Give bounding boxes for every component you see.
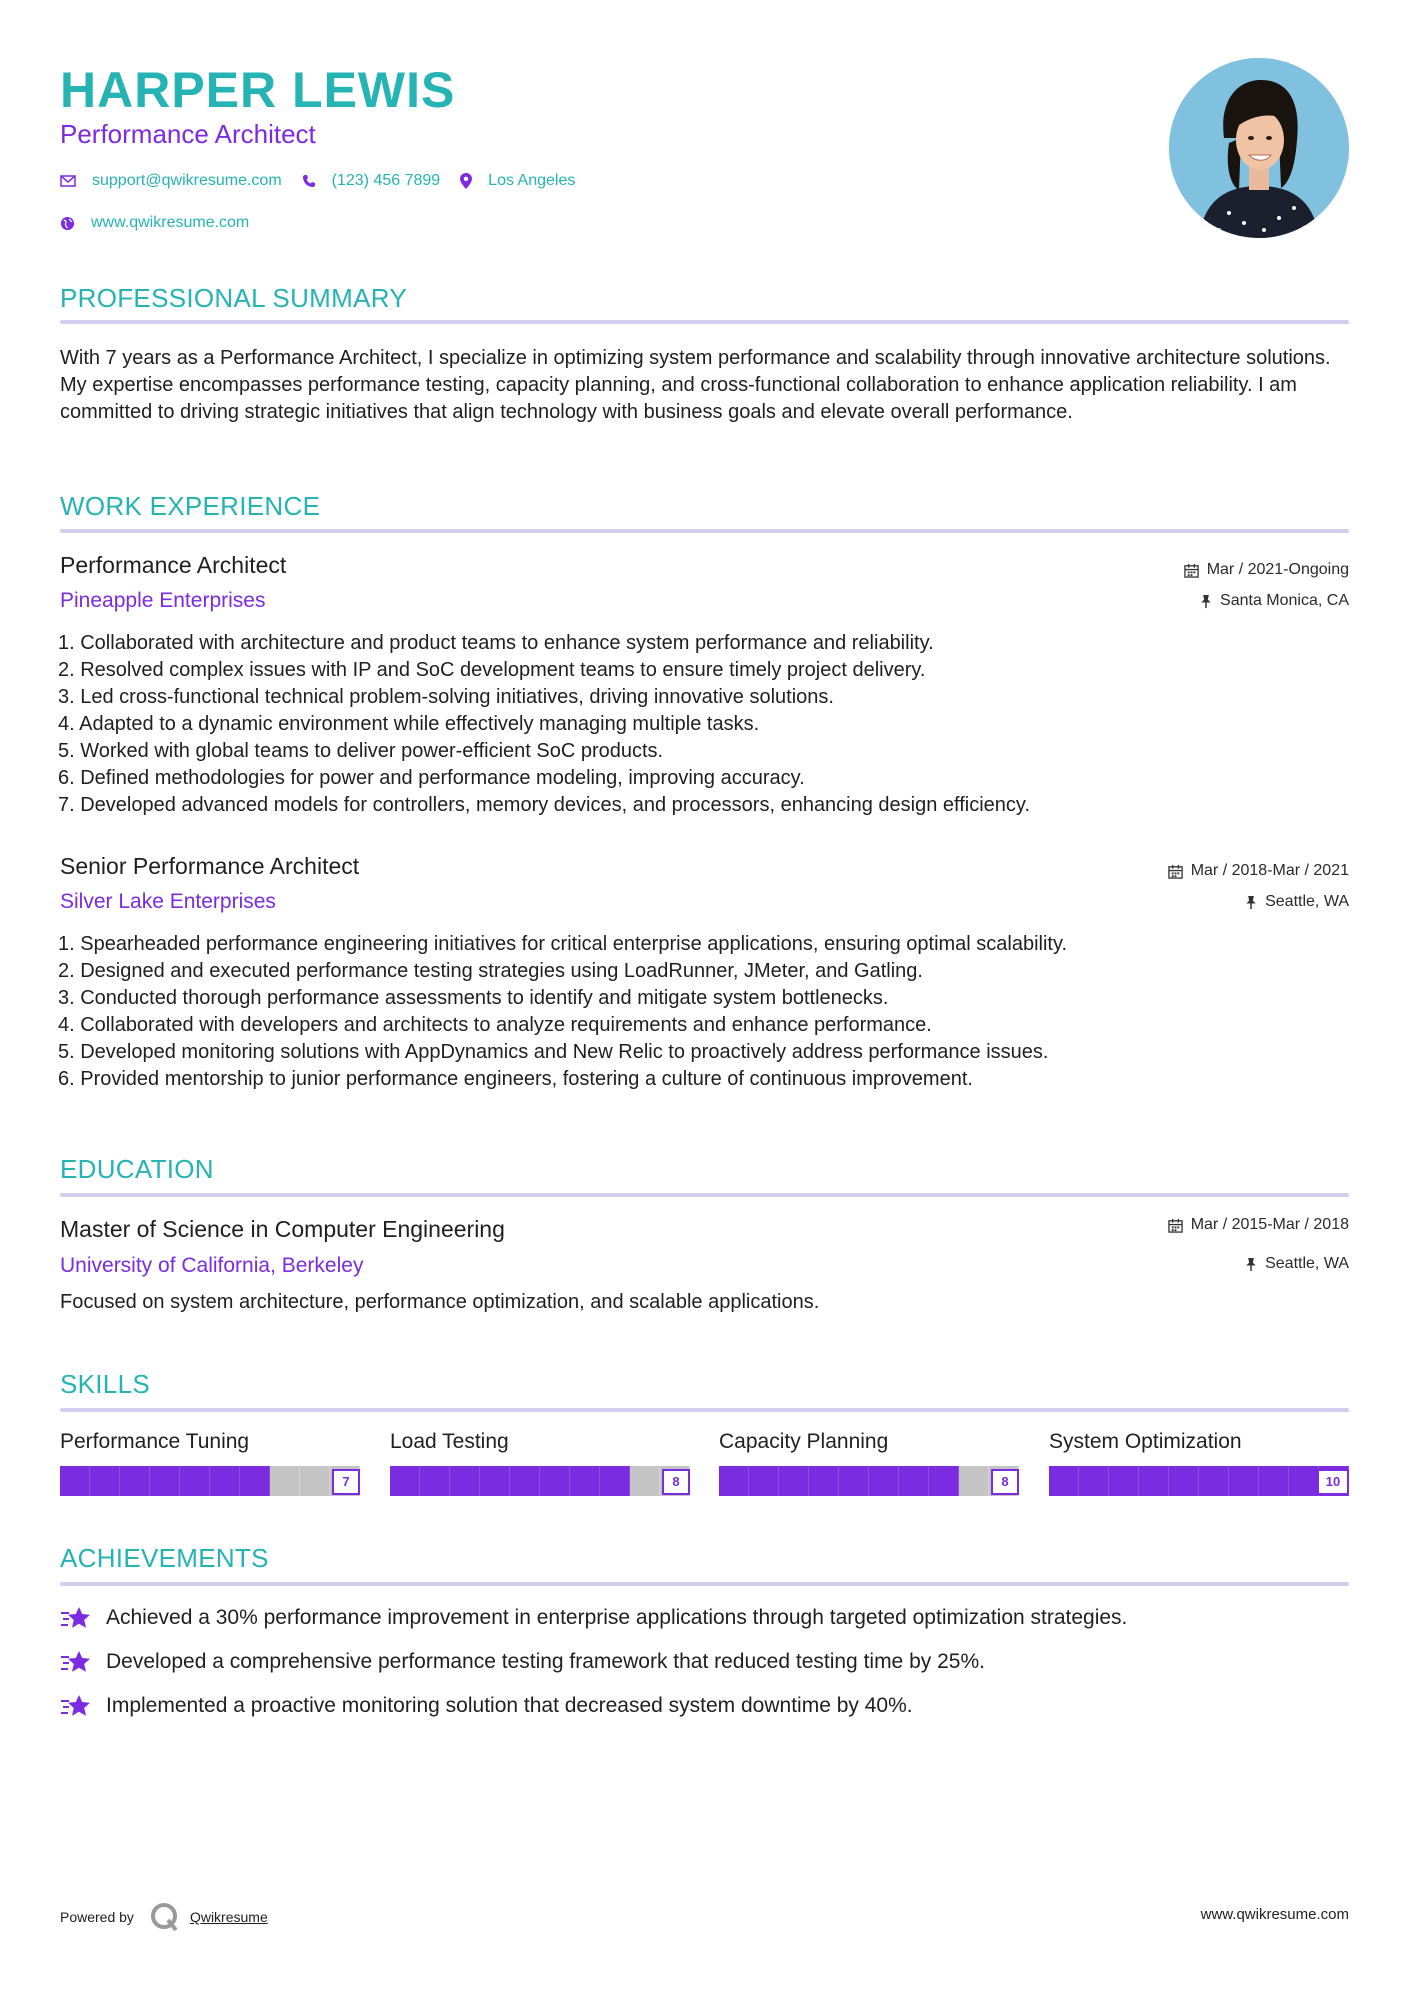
skill-level-segment — [839, 1466, 869, 1496]
skill-name: System Optimization — [1049, 1430, 1242, 1453]
calendar-icon — [1184, 563, 1199, 578]
skill-level-segment — [1079, 1466, 1109, 1496]
achievement-text: Achieved a 30% performance improvement in enterprise applications through targeted optimization strategies. — [106, 1606, 1128, 1629]
skill-name: Load Testing — [390, 1430, 509, 1453]
job-dates-text: Mar / 2021-Ongoing — [1206, 561, 1349, 578]
job-company: Pineapple Enterprises — [60, 589, 266, 612]
job-location-text: Seattle, WA — [1265, 893, 1349, 910]
qwikresume-logo-icon — [148, 1900, 182, 1934]
job-location — [1245, 891, 1349, 913]
skill-level-segment — [60, 1466, 90, 1496]
phone-icon — [302, 174, 316, 188]
job-dates — [1184, 559, 1349, 581]
skill-score-badge: 10 — [1317, 1469, 1349, 1495]
degree-title: Master of Science in Computer Engineering — [60, 1216, 505, 1242]
skill-level-segment — [540, 1466, 570, 1496]
achievement-item — [60, 1692, 913, 1720]
education-dates-text: Mar / 2015-Mar / 2018 — [1190, 1216, 1349, 1233]
email-item[interactable] — [60, 172, 282, 190]
star-award-icon — [60, 1693, 92, 1719]
star-award-icon — [60, 1605, 92, 1631]
globe-icon — [60, 216, 75, 231]
job-company: Silver Lake Enterprises — [60, 890, 276, 913]
list-item: 4. Collaborated with developers and architects to analyze requirements and enhance performance. — [58, 1014, 932, 1036]
list-item: 5. Developed monitoring solutions with AppDynamics and New Relic to proactively address performance issues. — [58, 1041, 1049, 1063]
education-description: Focused on system architecture, performance optimization, and scalable applications. — [60, 1291, 820, 1313]
skill-level-segment — [1049, 1466, 1079, 1496]
skill-level-segment — [180, 1466, 210, 1496]
pushpin-icon — [1200, 594, 1212, 609]
skill-level-segment — [150, 1466, 180, 1496]
footer-powered-by — [60, 1900, 268, 1934]
skill-level-segment — [600, 1466, 630, 1496]
map-pin-icon — [460, 173, 472, 189]
location-item — [460, 172, 575, 190]
skill-level-segment — [510, 1466, 540, 1496]
skill-level-bar — [60, 1466, 360, 1496]
skill-name: Capacity Planning — [719, 1430, 889, 1453]
list-item: 2. Designed and executed performance testing strategies using LoadRunner, JMeter, and Gatling. — [58, 960, 923, 982]
skill-level-segment — [270, 1466, 300, 1496]
skill-level-segment — [390, 1466, 420, 1496]
skill-item — [390, 1428, 690, 1496]
footer-website[interactable]: www.qwikresume.com — [1200, 1906, 1349, 1923]
skill-level-segment — [1169, 1466, 1199, 1496]
list-item: 1. Collaborated with architecture and product teams to enhance system performance and reliability. — [58, 632, 934, 654]
skill-score-badge: 8 — [991, 1469, 1019, 1495]
list-item: 6. Provided mentorship to junior performance engineers, fostering a culture of continuous improvement. — [58, 1068, 973, 1090]
education-location — [1245, 1253, 1349, 1275]
job-dates-text: Mar / 2018-Mar / 2021 — [1190, 862, 1349, 879]
job-dates — [1168, 860, 1349, 882]
envelope-icon — [60, 175, 76, 187]
job-location-text: Santa Monica, CA — [1220, 592, 1349, 609]
pushpin-icon — [1245, 895, 1257, 910]
candidate-name: HARPER LEWIS — [60, 62, 456, 118]
skill-level-segment — [869, 1466, 899, 1496]
skill-score-badge: 8 — [662, 1469, 690, 1495]
section-divider — [60, 1582, 1349, 1586]
powered-by-label: Powered by — [60, 1909, 134, 1925]
email-text: support@qwikresume.com — [92, 172, 282, 189]
skill-level-segment — [719, 1466, 749, 1496]
skill-level-segment — [450, 1466, 480, 1496]
skill-level-segment — [1199, 1466, 1229, 1496]
list-item: 5. Worked with global teams to deliver power-efficient SoC products. — [58, 740, 664, 762]
section-title-experience: WORK EXPERIENCE — [60, 491, 321, 521]
section-title-achievements: ACHIEVEMENTS — [60, 1543, 269, 1573]
job-bullets — [58, 630, 1030, 819]
skill-level-segment — [959, 1466, 989, 1496]
phone-text: (123) 456 7899 — [331, 172, 441, 189]
resume-page — [60, 0, 1349, 1990]
website-text: www.qwikresume.com — [91, 214, 250, 231]
skill-level-segment — [420, 1466, 450, 1496]
website-item[interactable] — [60, 214, 249, 232]
job-location — [1200, 590, 1349, 612]
skill-level-segment — [90, 1466, 120, 1496]
calendar-icon — [1168, 864, 1183, 879]
skill-level-segment — [120, 1466, 150, 1496]
skill-level-segment — [779, 1466, 809, 1496]
list-item: 3. Conducted thorough performance assessments to identify and mitigate system bottlenecks. — [58, 987, 889, 1009]
section-title-skills: SKILLS — [60, 1369, 150, 1399]
skill-level-segment — [630, 1466, 660, 1496]
skill-level-segment — [899, 1466, 929, 1496]
skill-level-segment — [1289, 1466, 1319, 1496]
skill-score-badge: 7 — [332, 1469, 360, 1495]
phone-item[interactable] — [302, 172, 441, 190]
skill-level-segment — [1109, 1466, 1139, 1496]
section-divider — [60, 1408, 1349, 1412]
skill-level-bar — [390, 1466, 690, 1496]
qwikresume-link[interactable]: Qwikresume — [189, 1909, 268, 1925]
section-divider — [60, 529, 1349, 533]
website-row — [60, 214, 269, 232]
skill-level-segment — [570, 1466, 600, 1496]
section-title-education: EDUCATION — [60, 1154, 214, 1184]
skill-level-bar — [719, 1466, 1019, 1496]
skill-level-segment — [480, 1466, 510, 1496]
achievement-item — [60, 1648, 985, 1676]
skill-name: Performance Tuning — [60, 1430, 250, 1453]
profile-photo — [1169, 58, 1349, 238]
list-item: 7. Developed advanced models for controllers, memory devices, and processors, enhancing design efficiency. — [58, 794, 1031, 816]
job-title: Senior Performance Architect — [60, 853, 360, 879]
skill-level-segment — [240, 1466, 270, 1496]
education-location-text: Seattle, WA — [1265, 1255, 1349, 1272]
contact-row — [60, 172, 595, 190]
skill-level-segment — [809, 1466, 839, 1496]
job-title: Performance Architect — [60, 552, 287, 578]
location-text: Los Angeles — [488, 172, 576, 189]
school-name: University of California, Berkeley — [60, 1254, 364, 1277]
achievement-item — [60, 1604, 1127, 1632]
skill-level-segment — [1139, 1466, 1169, 1496]
job-bullets — [58, 931, 1067, 1093]
skill-item — [60, 1428, 360, 1496]
achievement-text: Implemented a proactive monitoring solution that decreased system downtime by 40%. — [106, 1694, 913, 1717]
skill-level-bar — [1049, 1466, 1349, 1496]
section-divider — [60, 1193, 1349, 1197]
summary-text: With 7 years as a Performance Architect, I specialize in optimizing system performance and scalability through innovative architecture solutions. My expertise encompasses performance testing, capacity planning, and cross-functional collaboration to enhance application reliability. I am committed to driving strategic initiatives that align technology with business goals and elevate overall performance. — [60, 347, 1331, 423]
skill-level-segment — [1259, 1466, 1289, 1496]
achievement-text: Developed a comprehensive performance testing framework that reduced testing time by 25%. — [106, 1650, 985, 1673]
skill-item — [719, 1428, 1019, 1496]
skill-level-segment — [300, 1466, 330, 1496]
skill-level-segment — [210, 1466, 240, 1496]
candidate-title: Performance Architect — [60, 119, 316, 149]
skill-level-segment — [1229, 1466, 1259, 1496]
star-award-icon — [60, 1649, 92, 1675]
education-dates — [1168, 1214, 1349, 1236]
skill-item — [1049, 1428, 1349, 1496]
list-item: 1. Spearheaded performance engineering initiatives for critical enterprise applications, ensuring optimal scalability. — [58, 933, 1068, 955]
list-item: 4. Adapted to a dynamic environment while effectively managing multiple tasks. — [58, 713, 760, 735]
calendar-icon — [1168, 1218, 1183, 1233]
pushpin-icon — [1245, 1257, 1257, 1272]
section-divider — [60, 320, 1349, 324]
skill-level-segment — [929, 1466, 959, 1496]
list-item: 2. Resolved complex issues with IP and SoC development teams to ensure timely project delivery. — [58, 659, 926, 681]
list-item: 3. Led cross-functional technical problem-solving initiatives, driving innovative solutions. — [58, 686, 834, 708]
skill-level-segment — [749, 1466, 779, 1496]
list-item: 6. Defined methodologies for power and performance modeling, improving accuracy. — [58, 767, 805, 789]
section-title-summary: PROFESSIONAL SUMMARY — [60, 283, 407, 313]
